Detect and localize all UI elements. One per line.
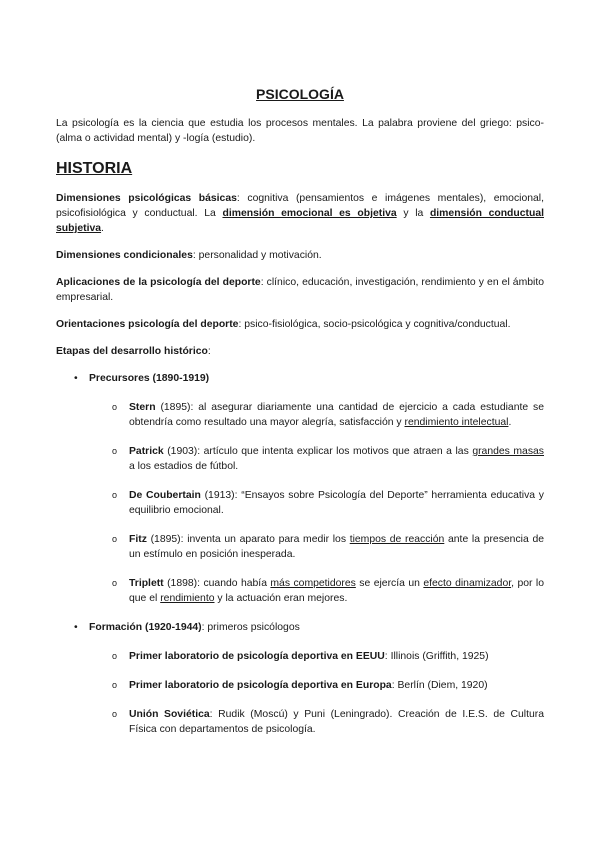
- bullet-circle-icon: o: [112, 651, 118, 661]
- dimensiones-basicas-label: Dimensiones psicológicas básicas: [56, 193, 237, 204]
- bullet-circle-icon: o: [112, 402, 118, 412]
- list-item-patrick: o Patrick (1903): artículo que intenta explicar los motivos que atraen a las grandes masas a los estadios de fútbol.: [112, 446, 544, 472]
- list-item-union-sovietica: o Unión Soviética: Rudik (Moscú) y Puni (Leningrado). Creación de I.E.S. de Cultura Física con departamentos de psicología.: [112, 709, 544, 735]
- list-item-lab-europa: o Primer laboratorio de psicología deportiva en Europa: Berlín (Diem, 1920): [112, 680, 488, 691]
- etapas-paragraph: Etapas del desarrollo histórico:: [56, 346, 211, 357]
- intro-paragraph: La psicología es la ciencia que estudia los procesos mentales. La palabra proviene del griego: psico- (alma o actividad mental) y -logía (estudio).: [56, 118, 544, 144]
- dimensiones-condicionales-paragraph: Dimensiones condicionales: personalidad y motivación.: [56, 250, 322, 261]
- etapas-list: [56, 371, 544, 737]
- bullet-circle-icon: o: [112, 446, 118, 456]
- list-item-stern: o Stern (1895): al asegurar diariamente una cantidad de ejercicio a cada estudiante se obtendría como resultado una mayor alegría, satisfacción y rendimiento intelectual.: [112, 402, 544, 428]
- dimension-emocional-underline: dimensión emocional es objetiva: [222, 208, 397, 219]
- bullet-circle-icon: o: [112, 490, 118, 500]
- bullet-disc-icon: •: [74, 373, 78, 384]
- dimension-conductual-underline: dimensión conductual subjetiva: [56, 208, 544, 234]
- list-item-coubertain: o De Coubertain (1913): “Ensayos sobre Psicología del Deporte” herramienta educativa y equilibrio emocional.: [112, 490, 544, 516]
- list-item-triplett: o Triplett (1898): cuando había más competidores se ejercía un efecto dinamizador, por lo que el rendimiento y la actuación eran mejores.: [112, 578, 544, 604]
- list-item-formacion: • Formación (1920-1944): primeros psicólogos o Primer laboratorio de psicología deportiva en EEUU: Illinois (Griffith, 1925) o Primer laboratorio de psicología deportiva en Europa: Berlín (Diem, 1920) o Unión Soviética: Rudik (Moscú) y Puni (Leningrado). Creación de I.E.S. de Cultura Física con departamentos de psicología.: [74, 622, 544, 735]
- dimensiones-basicas-paragraph: Dimensiones psicológicas básicas: cognitiva (pensamientos e imágenes mentales), emocional, psicofisiológica y conductual. La dimensión emocional es objetiva y la dimensión conductual subjetiva.: [56, 193, 544, 234]
- orientaciones-paragraph: Orientaciones psicología del deporte: psico-fisiológica, socio-psicológica y cognitiva/conductual.: [56, 319, 511, 330]
- section-heading: HISTORIA: [56, 160, 133, 177]
- bullet-circle-icon: o: [112, 680, 118, 690]
- bullet-circle-icon: o: [112, 534, 118, 544]
- list-item-precursores: • Precursores (1890-1919) o Stern (1895): al asegurar diariamente una cantidad de ejercicio a cada estudiante se obtendría como resultado una mayor alegría, satisfacción y rendimiento intelectual. o Patrick (1903): artículo que intenta explicar los motivos que atraen a las grandes masas a los estadios de fútbol. o De Coubertain (1913): “Ensayos sobre Psicología del Deporte” herramienta educativa y equilibrio emocional. o Fitz (1895): inventa un aparato para medir los tiempos de reacción ante la presencia de un estímulo en posición inesperada. o Triplett (1898): cuando había más competidores se ejercía un efecto dinamizador, por lo que el rendimiento y la actuación eran mejores.: [74, 373, 544, 604]
- bullet-circle-icon: o: [112, 709, 118, 719]
- bullet-circle-icon: o: [112, 578, 118, 588]
- list-item-fitz: o Fitz (1895): inventa un aparato para medir los tiempos de reacción ante la presencia de un estímulo en posición inesperada.: [112, 534, 544, 560]
- bullet-disc-icon: •: [74, 622, 78, 633]
- aplicaciones-paragraph: Aplicaciones de la psicología del deporte: clínico, educación, investigación, rendimiento y en el ámbito empresarial.: [56, 277, 544, 303]
- formacion-sublist: [89, 649, 544, 737]
- list-item-lab-eeuu: o Primer laboratorio de psicología deportiva en EEUU: Illinois (Griffith, 1925): [112, 651, 489, 662]
- precursores-sublist: [89, 400, 544, 606]
- page-title: PSICOLOGÍA: [256, 86, 344, 102]
